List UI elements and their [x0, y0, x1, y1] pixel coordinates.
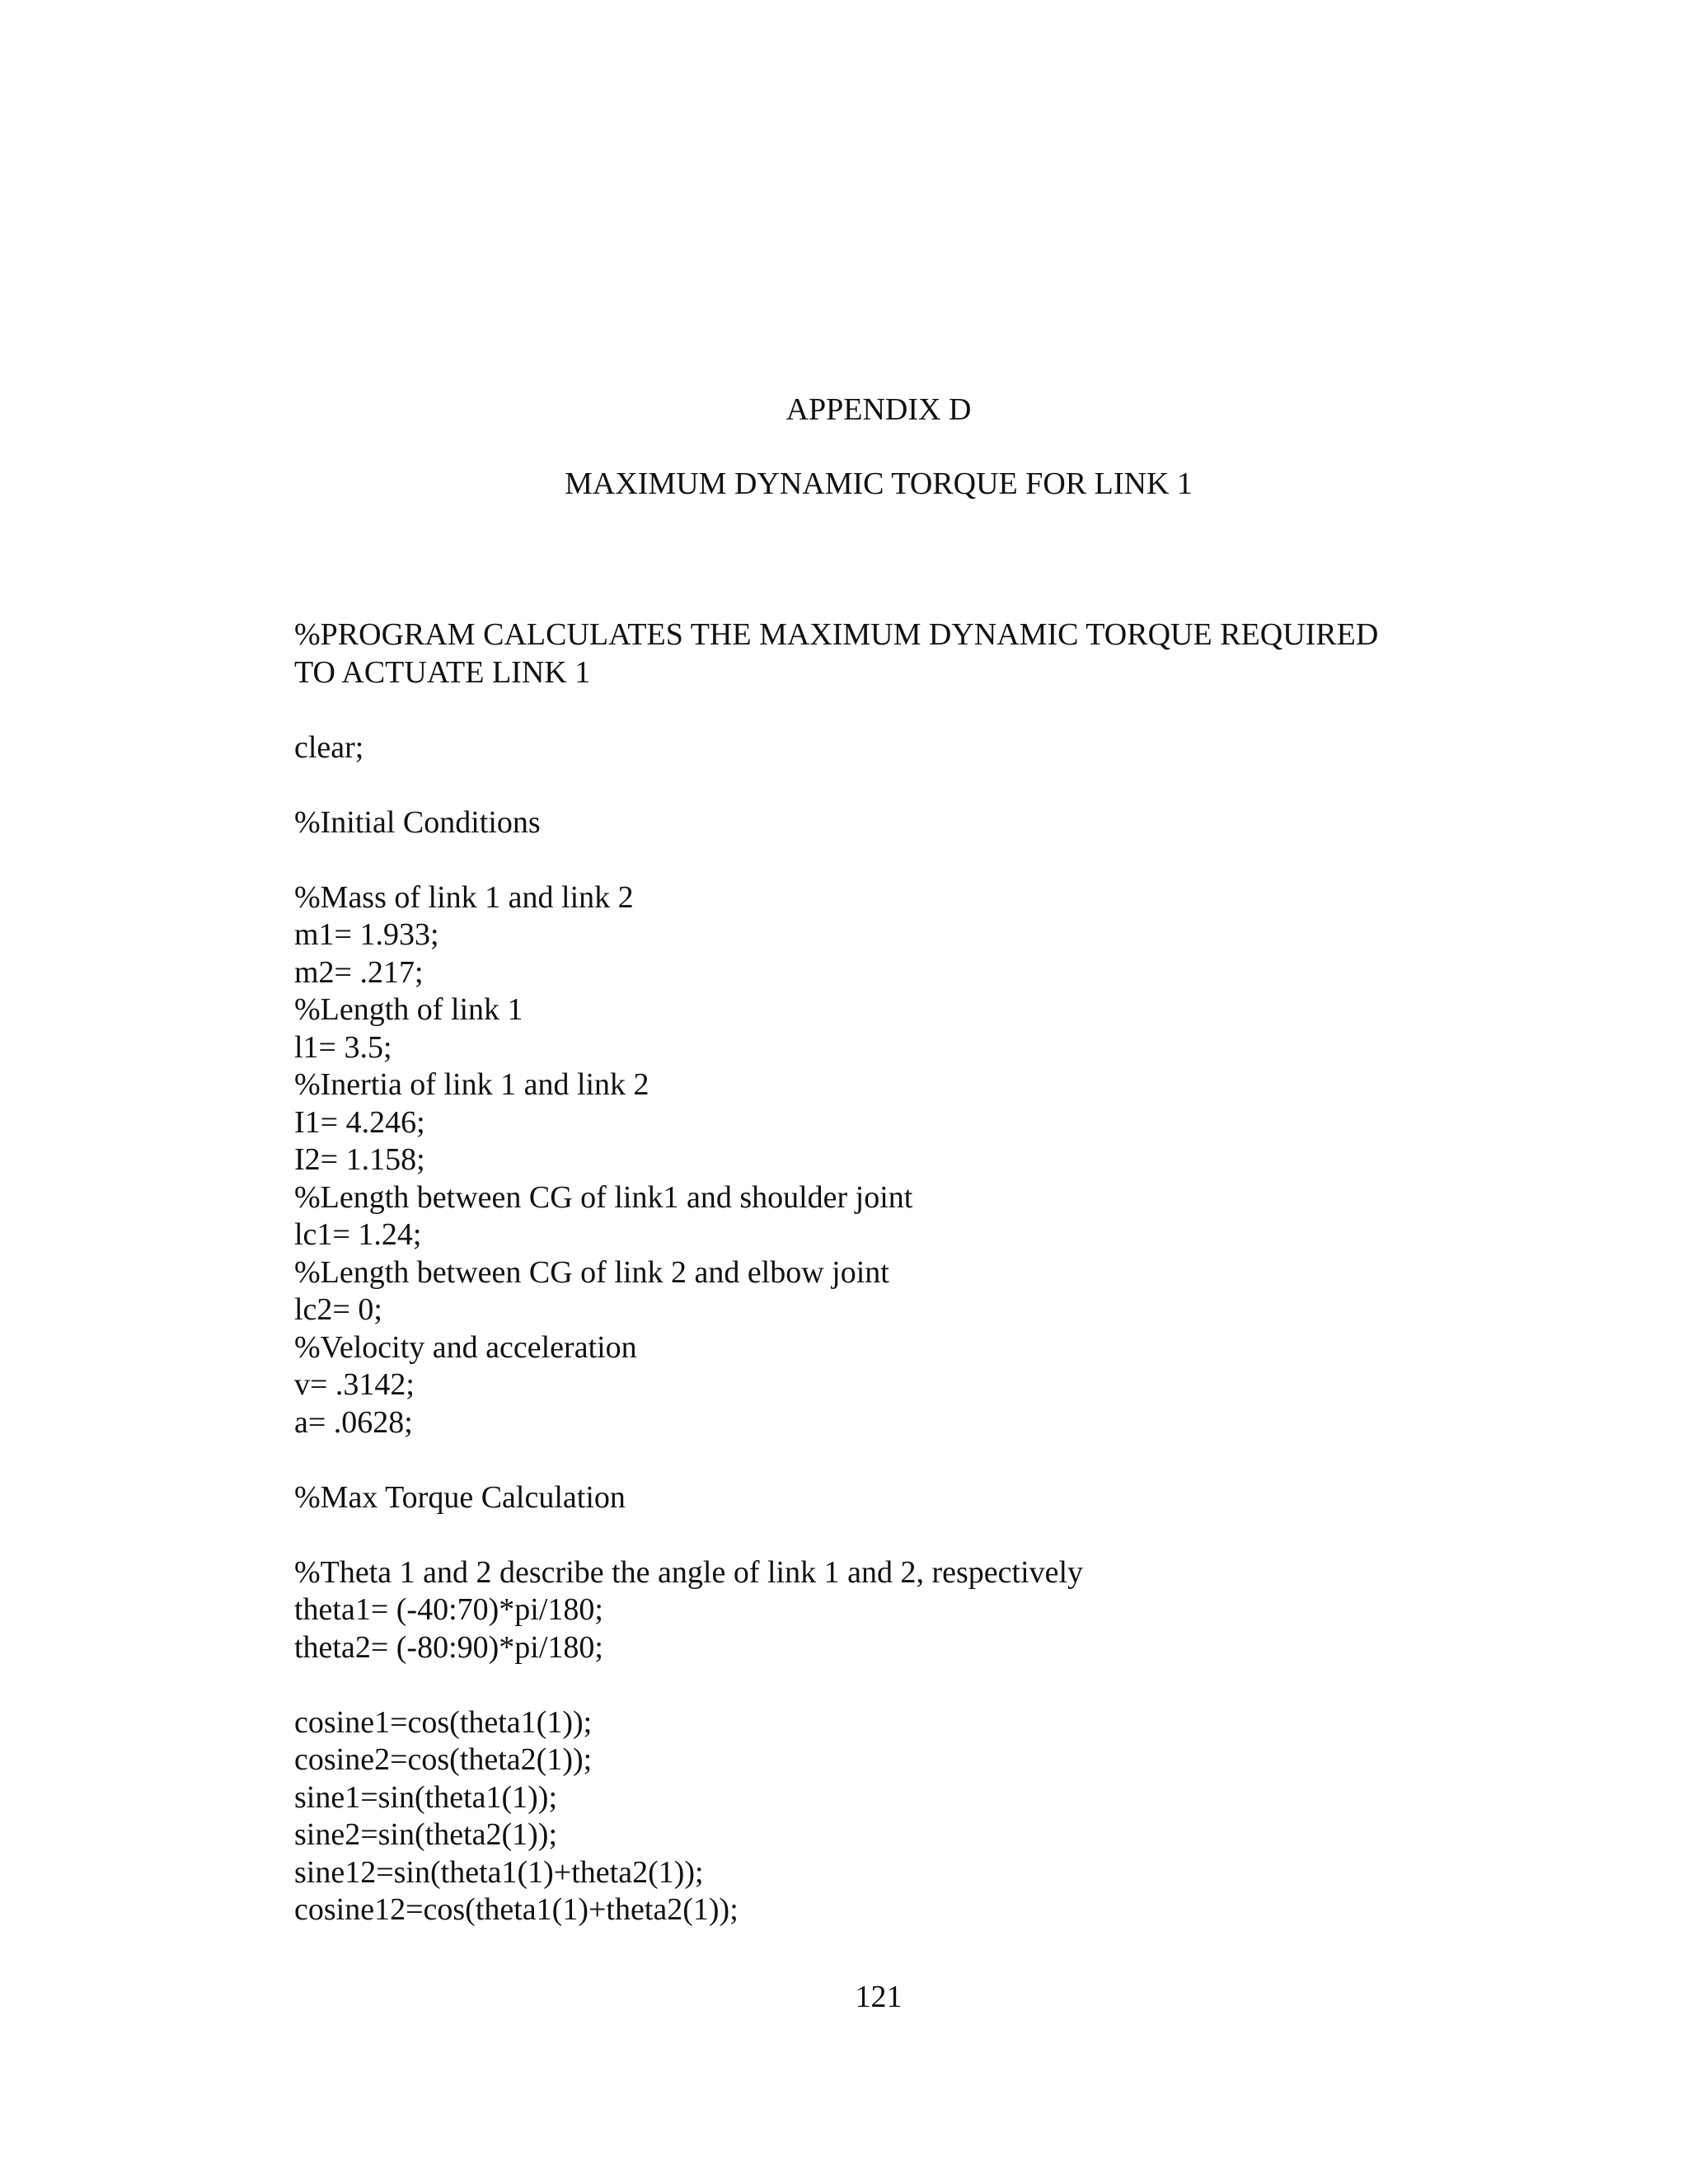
blank-line	[294, 691, 1448, 729]
code-line: %Max Torque Calculation	[294, 1479, 626, 1515]
code-line: theta2= (-80:90)*pi/180;	[294, 1629, 603, 1665]
code-line: %Length of link 1	[294, 992, 523, 1027]
code-line: v= .3142;	[294, 1367, 415, 1402]
code-line: %Length between CG of link 2 and elbow joint	[294, 1254, 889, 1290]
blank-line	[294, 1516, 1448, 1554]
code-line: a= .0628;	[294, 1404, 413, 1440]
code-line: TO ACTUATE LINK 1	[294, 654, 591, 690]
code-line: cosine1=cos(theta1(1));	[294, 1704, 593, 1740]
matlab-code-listing	[294, 616, 1448, 1929]
blank-line	[294, 766, 1448, 804]
blank-line	[294, 1666, 1448, 1704]
code-line: %Velocity and acceleration	[294, 1329, 637, 1365]
blank-line	[294, 1441, 1448, 1479]
code-line: m2= .217;	[294, 954, 424, 990]
appendix-label: APPENDIX D	[785, 392, 972, 427]
code-line: l1= 3.5;	[294, 1029, 392, 1065]
code-line: theta1= (-40:70)*pi/180;	[294, 1592, 603, 1627]
code-line: sine2=sin(theta2(1));	[294, 1817, 558, 1852]
code-line: lc2= 0;	[294, 1292, 382, 1327]
code-line: sine1=sin(theta1(1));	[294, 1779, 558, 1815]
page-number: 121	[855, 1980, 903, 2014]
code-line: I2= 1.158;	[294, 1142, 425, 1177]
code-line: %Length between CG of link1 and shoulder joint	[294, 1179, 913, 1215]
code-line: sine12=sin(theta1(1)+theta2(1));	[294, 1854, 704, 1890]
code-line: %Theta 1 and 2 describe the angle of link 1 and 2, respectively	[294, 1554, 1084, 1590]
code-line: %Mass of link 1 and link 2	[294, 879, 634, 915]
code-line: I1= 4.246;	[294, 1104, 425, 1140]
code-line: m1= 1.933;	[294, 917, 439, 952]
blank-line	[294, 841, 1448, 879]
code-line: lc1= 1.24;	[294, 1217, 422, 1252]
code-line: clear;	[294, 729, 364, 765]
code-line: %Inertia of link 1 and link 2	[294, 1067, 649, 1102]
code-line: %PROGRAM CALCULATES THE MAXIMUM DYNAMIC TORQUE REQUIRED	[294, 617, 1379, 652]
code-line: %Initial Conditions	[294, 804, 541, 840]
code-line: cosine2=cos(theta2(1));	[294, 1742, 593, 1777]
appendix-title: MAXIMUM DYNAMIC TORQUE FOR LINK 1	[565, 466, 1193, 501]
code-line: cosine12=cos(theta1(1)+theta2(1));	[294, 1892, 738, 1927]
